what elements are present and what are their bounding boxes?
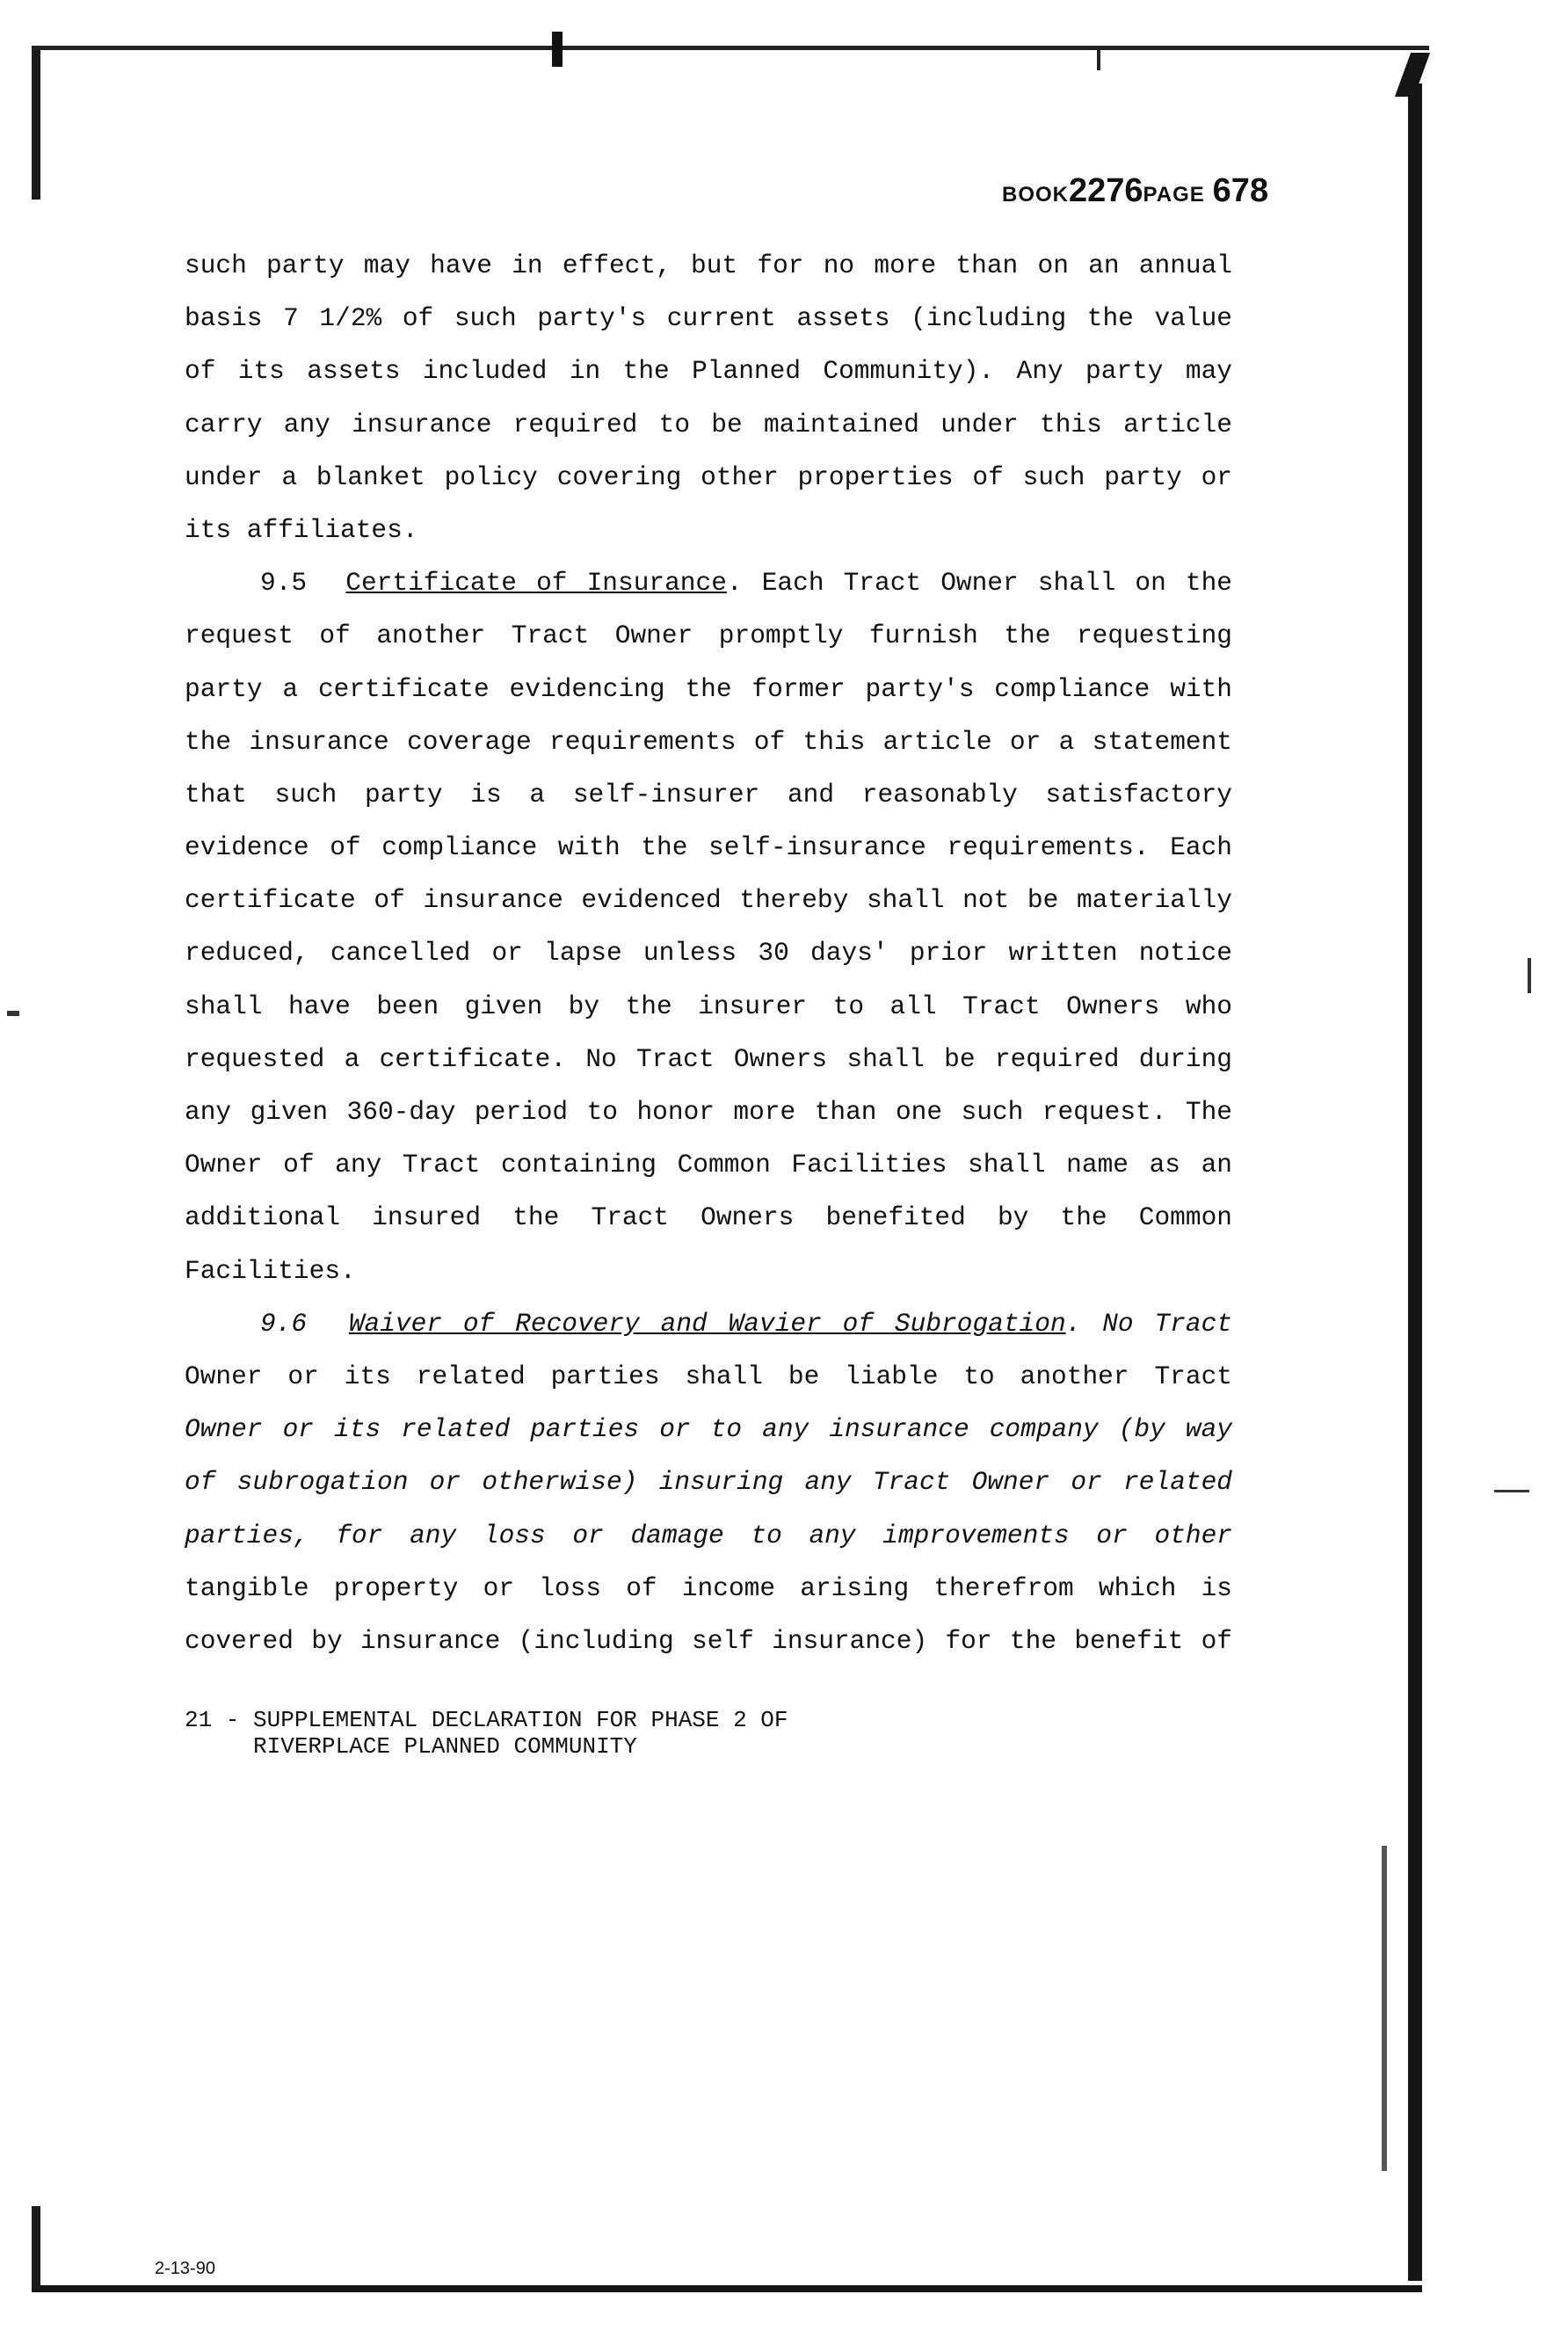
text-line: such party may have in effect, but for no more than on an annual [185, 250, 1232, 280]
scan-mark-top-2 [1097, 46, 1100, 70]
footer-line-2: RIVERPLACE PLANNED COMMUNITY [185, 1733, 637, 1760]
text-line: that such party is a self-insurer and reasonably satisfactory [185, 779, 1232, 809]
scan-speck [1494, 1490, 1529, 1492]
text-line: requested a certificate. No Tract Owners shall be required during [185, 1043, 1232, 1074]
text-line: Owner or its related parties shall be liable to another Tract [185, 1361, 1232, 1391]
text-line: the insurance coverage requirements of this article or a statement [185, 726, 1232, 757]
footer-line-1: 21 - SUPPLEMENTAL DECLARATION FOR PHASE 2 OF [185, 1707, 788, 1733]
text-line: request of another Tract Owner promptly furnish the requesting [185, 621, 1232, 651]
text-line: basis 7 1/2% of such party's current assets (including the value [185, 303, 1232, 334]
scan-speck [1382, 1846, 1387, 2171]
body-text [185, 239, 1232, 1667]
scan-border-left [32, 46, 40, 200]
text-line: under a blanket policy covering other properties of such party or [185, 461, 1232, 492]
text-line: covered by insurance (including self insurance) for the benefit of [185, 1625, 1232, 1656]
document-footer [185, 1707, 788, 1760]
section-9-5-first-line [185, 556, 1232, 609]
text-line: evidence of compliance with the self-insurance requirements. Each [185, 832, 1232, 863]
text-line: its affiliates. [185, 514, 418, 545]
text-fragment: . No Tract [1065, 1308, 1233, 1339]
scan-border-top [32, 46, 1429, 50]
section-number: 9.5 [260, 568, 308, 599]
text-line: additional insured the Tract Owners benefited by the Common [185, 1202, 1232, 1233]
text-fragment: . Each Tract Owner shall on the [726, 568, 1232, 599]
scan-speck [7, 1011, 19, 1016]
text-line: parties, for any loss or damage to any improvements or other [185, 1520, 1232, 1550]
text-line: of subrogation or otherwise) insuring any Tract Owner or related [185, 1467, 1232, 1498]
scan-speck [1528, 958, 1531, 993]
text-line: reduced, cancelled or lapse unless 30 days' prior written notice [185, 938, 1232, 969]
text-line: Facilities. [185, 1255, 356, 1286]
scan-border-bottom-left [32, 2206, 40, 2290]
book-number: 2276 [1069, 172, 1143, 209]
text-line: tangible property or loss of income arising therefrom which is [185, 1572, 1232, 1603]
page-label: PAGE [1143, 183, 1205, 207]
scan-border-right [1408, 83, 1422, 2281]
scan-border-bottom [32, 2285, 1422, 2292]
footer-date: 2-13-90 [155, 2259, 215, 2278]
scan-mark-top [552, 32, 563, 67]
book-label: BOOK [1002, 183, 1069, 207]
text-line: any given 360-day period to honor more than one such request. The [185, 1097, 1232, 1127]
text-line: party a certificate evidencing the former party's compliance with [185, 673, 1232, 704]
page-number: 678 [1212, 172, 1269, 209]
section-heading: Waiver of Recovery and Wavier of Subrogation [348, 1308, 1066, 1339]
text-line: Owner or its related parties or to any insurance company (by way [185, 1414, 1232, 1445]
text-line: certificate of insurance evidenced thereby shall not be materially [185, 885, 1232, 916]
section-number: 9.6 [260, 1308, 308, 1339]
text-line: shall have been given by the insurer to all Tract Owners who [185, 991, 1232, 1021]
text-line: carry any insurance required to be maintained under this article [185, 409, 1232, 439]
book-page-reference [1002, 172, 1268, 210]
text-line: of its assets included in the Planned Community). Any party may [185, 356, 1232, 387]
section-heading: Certificate of Insurance [345, 568, 727, 599]
text-line: Owner of any Tract containing Common Facilities shall name as an [185, 1150, 1232, 1180]
section-9-6-first-line [185, 1297, 1232, 1350]
